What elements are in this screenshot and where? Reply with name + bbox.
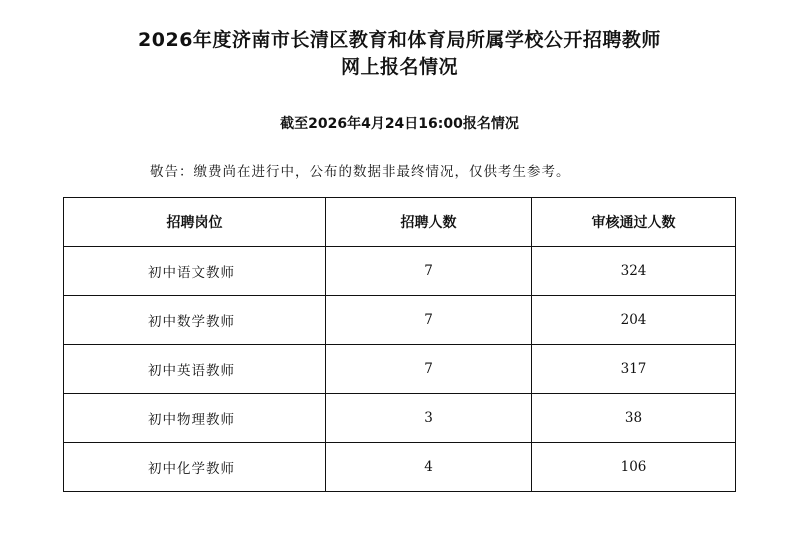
approved-cell: 106: [532, 443, 736, 492]
page-title: [0, 27, 799, 81]
header-openings: 招聘人数: [326, 198, 532, 247]
position-cell: 初中数学教师: [64, 296, 326, 345]
position-cell: 初中物理教师: [64, 394, 326, 443]
openings-cell: 7: [326, 345, 532, 394]
table-row: [64, 247, 736, 296]
table-row: [64, 394, 736, 443]
header-position: 招聘岗位: [64, 198, 326, 247]
approved-cell: 204: [532, 296, 736, 345]
page-title-line2: 网上报名情况: [340, 56, 458, 78]
openings-cell: 7: [326, 296, 532, 345]
table-row: [64, 345, 736, 394]
table-row: [64, 443, 736, 492]
notice-text: 敬告：缴费尚在进行中，公布的数据非最终情况，仅供考生参考。: [150, 164, 571, 180]
registration-table: [63, 197, 736, 492]
openings-cell: 3: [326, 394, 532, 443]
header-approved: 审核通过人数: [532, 198, 736, 247]
openings-cell: 7: [326, 247, 532, 296]
position-cell: 初中化学教师: [64, 443, 326, 492]
position-cell: 初中英语教师: [64, 345, 326, 394]
approved-cell: 317: [532, 345, 736, 394]
position-cell: 初中语文教师: [64, 247, 326, 296]
approved-cell: 324: [532, 247, 736, 296]
approved-cell: 38: [532, 394, 736, 443]
report-timestamp: 截至2026年4月24日16:00报名情况: [280, 116, 519, 132]
page-title-line1: 2026年度济南市长清区教育和体育局所属学校公开招聘教师: [138, 29, 661, 51]
table-row: [64, 296, 736, 345]
openings-cell: 4: [326, 443, 532, 492]
table-header-row: [64, 198, 736, 247]
